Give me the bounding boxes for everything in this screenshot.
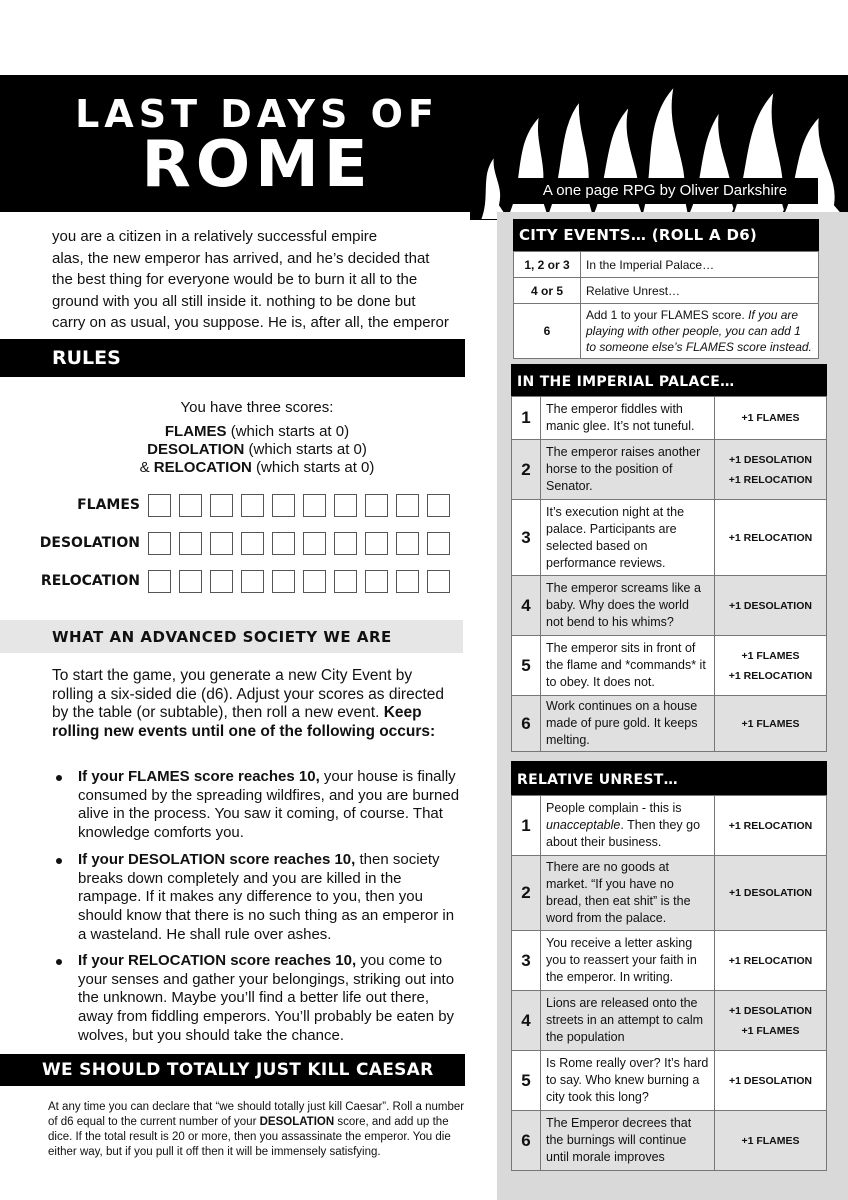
roll-cell: 4 or 5	[514, 278, 581, 304]
score-checkbox[interactable]	[179, 494, 202, 517]
roll-number: 3	[512, 500, 541, 576]
table-row	[512, 576, 827, 636]
bullet-dot	[56, 858, 62, 864]
score-checkbox[interactable]	[303, 570, 326, 593]
table-row	[512, 440, 827, 500]
event-effect	[715, 696, 827, 752]
score-line-desolation: DESOLATION (which starts at 0)	[147, 441, 367, 458]
roll-number: 4	[512, 576, 541, 636]
tracker-label: RELOCATION	[40, 573, 140, 589]
bullet-flames: If your FLAMES score reaches 10, your house is finally consumed by the spreading wildfires, and you are burned alive in the process. You saw it coming, of course. That knowledge comforts you.	[52, 768, 462, 843]
event-effect	[715, 500, 827, 576]
tracker-label: FLAMES	[77, 497, 140, 513]
intro-line: carry on as usual, you suppose. He is, after all, the emperor	[52, 314, 449, 331]
table-row	[512, 1051, 827, 1111]
score-checkbox[interactable]	[303, 494, 326, 517]
table-row	[512, 636, 827, 696]
roll-number: 2	[512, 856, 541, 931]
city-events-table	[513, 251, 819, 359]
bullet-dot	[56, 959, 62, 965]
event-effect	[715, 636, 827, 696]
table-row	[512, 500, 827, 576]
tracker-row	[0, 532, 470, 558]
score-checkbox[interactable]	[210, 494, 233, 517]
table-row	[512, 796, 827, 856]
event-effect	[715, 440, 827, 500]
scores-intro-line: You have three scores:	[180, 399, 334, 416]
score-checkbox[interactable]	[210, 570, 233, 593]
title-line-2: ROME	[141, 128, 373, 202]
event-description: The emperor screams like a baby. Why does the world not bend to his whims?	[541, 576, 715, 636]
rules-heading: RULES	[0, 339, 465, 377]
score-checkbox[interactable]	[148, 570, 171, 593]
palace-table	[511, 396, 827, 752]
table-row	[512, 397, 827, 440]
caesar-heading: WE SHOULD TOTALLY JUST KILL CAESAR	[0, 1054, 465, 1086]
title-line-1: LAST DAYS OF	[75, 92, 439, 136]
score-checkbox[interactable]	[241, 532, 264, 555]
intro-line: the best thing for everyone would be to burn it all to the	[52, 271, 418, 288]
palace-heading: IN THE IMPERIAL PALACE…	[511, 364, 827, 396]
roll-number: 5	[512, 1051, 541, 1111]
bullet-relocation: If your RELOCATION score reaches 10, you come to your senses and gather your belongings, striking out into the unknown. Maybe you’ll find a better life out there, away from fiddling emperors. You’ll probably be eaten by wolves, but you should take the chance.	[52, 952, 462, 1046]
roll-number: 1	[512, 397, 541, 440]
score-checkbox[interactable]	[365, 494, 388, 517]
event-effect	[715, 796, 827, 856]
bullet-desolation: If your DESOLATION score reaches 10, then society breaks down completely and you are killed in the rampage. If it makes any difference to you, then you should know that there is no such thing as an emperor in a wasteland. He shall rule over ashes.	[52, 851, 462, 945]
roll-number: 5	[512, 636, 541, 696]
effect-label: +1 DESOLATION	[729, 599, 812, 612]
advanced-heading: WHAT AN ADVANCED SOCIETY WE ARE	[52, 628, 392, 646]
effect-label: +1 FLAMES	[741, 1024, 800, 1037]
table-row	[512, 931, 827, 991]
effect-label: +1 RELOCATION	[728, 819, 813, 832]
effect-label: +1 RELOCATION	[728, 669, 813, 682]
effect-label: +1 RELOCATION	[728, 954, 813, 967]
city-events-heading: CITY EVENTS… (ROLL A D6)	[513, 219, 819, 251]
effect-label: +1 FLAMES	[741, 649, 800, 662]
effect-label: +1 FLAMES	[741, 1134, 800, 1147]
event-effect	[715, 576, 827, 636]
event-description: People complain - this is unacceptable. Then they go about their business.	[541, 796, 715, 856]
score-checkbox[interactable]	[272, 532, 295, 555]
roll-cell: 1, 2 or 3	[514, 252, 581, 278]
event-description: You receive a letter asking you to reassert your faith in the emperor. In writing.	[541, 931, 715, 991]
table-row	[512, 696, 827, 752]
effect-label: +1 DESOLATION	[729, 1074, 812, 1087]
effect-label: +1 RELOCATION	[728, 531, 813, 544]
tracker-row	[0, 494, 470, 520]
event-description: The emperor raises another horse to the position of Senator.	[541, 440, 715, 500]
table-row	[512, 991, 827, 1051]
event-effect	[715, 931, 827, 991]
score-checkbox[interactable]	[272, 494, 295, 517]
effect-label: +1 DESOLATION	[729, 1004, 812, 1017]
result-cell: In the Imperial Palace…	[581, 252, 819, 278]
score-checkbox[interactable]	[334, 532, 357, 555]
bullet-dot	[56, 775, 62, 781]
event-effect	[715, 1111, 827, 1171]
event-effect	[715, 991, 827, 1051]
roll-cell: 6	[514, 304, 581, 359]
event-description: Lions are released onto the streets in an attempt to calm the population	[541, 991, 715, 1051]
effect-label: +1 RELOCATION	[728, 473, 813, 486]
result-cell: Add 1 to your FLAMES score. If you are playing with other people, you can add 1 to someone else’s FLAMES score instead.	[581, 304, 819, 359]
table-row	[514, 278, 819, 304]
score-checkbox[interactable]	[303, 532, 326, 555]
effect-label: +1 FLAMES	[741, 412, 800, 424]
event-description: It’s execution night at the palace. Participants are selected based on performance reviews.	[541, 500, 715, 576]
score-checkbox[interactable]	[148, 532, 171, 555]
event-description: Is Rome really over? It’s hard to say. Who knew burning a city took this long?	[541, 1051, 715, 1111]
start-instructions: To start the game, you generate a new City Event by rolling a six-sided die (d6). Adjust your scores as directed by the table (or subtable), then roll a new event. Keep rolling new events until one of the following occurs:	[52, 667, 444, 740]
intro-line: alas, the new emperor has arrived, and he’s decided that	[52, 249, 430, 267]
score-checkbox[interactable]	[427, 532, 450, 555]
effect-label: +1 FLAMES	[741, 717, 800, 730]
score-checkbox[interactable]	[241, 570, 264, 593]
roll-number: 3	[512, 931, 541, 991]
roll-number: 1	[512, 796, 541, 856]
tracker-label: DESOLATION	[39, 535, 140, 551]
score-checkbox[interactable]	[427, 570, 450, 593]
score-checkbox[interactable]	[396, 570, 419, 593]
unrest-heading: RELATIVE UNREST…	[511, 761, 827, 795]
result-cell: Relative Unrest…	[581, 278, 819, 304]
table-row	[512, 856, 827, 931]
event-description: There are no goods at market. “If you have no bread, then eat shit” is the word from the palace.	[541, 856, 715, 931]
byline: A one page RPG by Oliver Darkshire	[512, 178, 818, 204]
intro-line: you are a citizen in a relatively successful empire	[52, 228, 378, 245]
event-description: The Emperor decrees that the burnings will continue until morale improves	[541, 1111, 715, 1171]
roll-number: 4	[512, 991, 541, 1051]
table-row	[512, 1111, 827, 1171]
score-checkbox[interactable]	[396, 532, 419, 555]
intro-text	[52, 226, 464, 334]
score-checkbox[interactable]	[179, 532, 202, 555]
effect-label: +1 DESOLATION	[729, 887, 812, 899]
event-description: Work continues on a house made of pure gold. It keeps melting.	[541, 696, 715, 752]
caesar-text: At any time you can declare that “we should totally just kill Caesar”. Roll a number of d6 equal to the current number of your DESOLATION score, and add up the dice. If the total result is 20 or more, then you assassinate the emperor. You die either way, but if you pull it off then it will be immensely satisfying.	[48, 1101, 465, 1158]
event-effect	[715, 397, 827, 440]
intro-line: ground with you all still inside it. nothing to be done but	[52, 292, 416, 310]
event-description: The emperor sits in front of the flame and *commands* it to obey. It does not.	[541, 636, 715, 696]
score-line-relocation: & RELOCATION (which starts at 0)	[139, 459, 375, 476]
unrest-table	[511, 795, 827, 1171]
roll-number: 6	[512, 696, 541, 752]
score-line-flames: FLAMES (which starts at 0)	[164, 423, 350, 440]
score-checkbox[interactable]	[396, 494, 419, 517]
effect-label: +1 DESOLATION	[729, 453, 812, 466]
roll-number: 2	[512, 440, 541, 500]
score-checkbox[interactable]	[427, 494, 450, 517]
score-checkbox[interactable]	[334, 494, 357, 517]
table-row	[514, 304, 819, 359]
score-checkbox[interactable]	[272, 570, 295, 593]
score-checkbox[interactable]	[179, 570, 202, 593]
score-checkbox[interactable]	[210, 532, 233, 555]
score-checkbox[interactable]	[365, 570, 388, 593]
score-checkbox[interactable]	[334, 570, 357, 593]
scores-intro	[40, 399, 474, 477]
tracker-row	[0, 570, 470, 596]
score-checkbox[interactable]	[365, 532, 388, 555]
table-row	[514, 252, 819, 278]
event-effect	[715, 856, 827, 931]
roll-number: 6	[512, 1111, 541, 1171]
event-effect	[715, 1051, 827, 1111]
event-description: The emperor fiddles with manic glee. It’s not tuneful.	[541, 397, 715, 440]
score-checkbox[interactable]	[148, 494, 171, 517]
score-checkbox[interactable]	[241, 494, 264, 517]
